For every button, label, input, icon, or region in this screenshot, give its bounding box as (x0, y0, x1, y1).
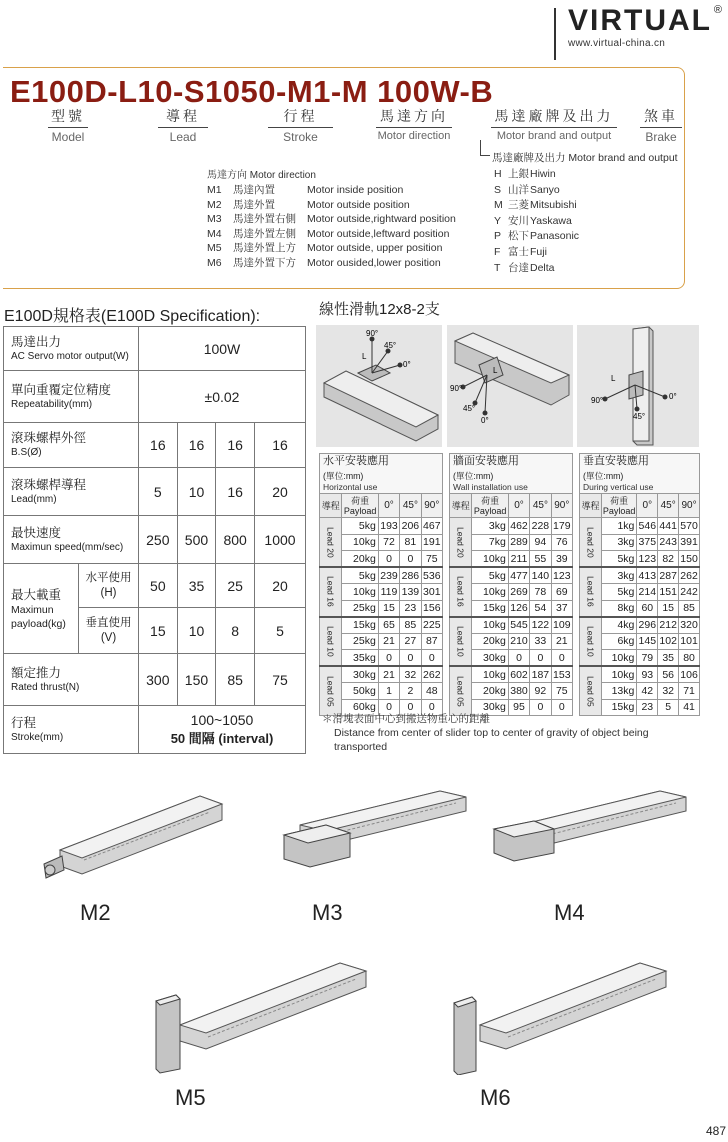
distance-cell: 48 (421, 683, 442, 700)
table-row (320, 567, 443, 584)
table-row (320, 518, 443, 535)
spec-label: 單向重覆定位精度 Repeatability(mm) (4, 371, 139, 423)
header-angle: 90° (679, 494, 700, 518)
spec-value: 25 (216, 564, 255, 608)
distance-cell: 0 (400, 699, 421, 716)
lead-label: Lead 05 (320, 666, 342, 716)
distance-cell: 37 (551, 600, 572, 617)
distance-cell: 441 (658, 518, 679, 535)
table-row (450, 518, 573, 535)
angle-label: 45° (463, 404, 476, 413)
payload-cell: 10kg (472, 666, 508, 683)
distance-cell: 193 (378, 518, 399, 535)
payload-cell: 5kg (472, 567, 508, 584)
payload-cell: 25kg (342, 633, 378, 650)
unit-label: (單位:mm) (583, 471, 624, 481)
distance-cell: 150 (679, 551, 700, 568)
spec-value: 250 (139, 516, 178, 564)
distance-cell: 94 (530, 534, 551, 551)
distance-cell: 119 (378, 584, 399, 601)
lead-label: Lead 20 (580, 518, 602, 568)
spec-value: 85 (216, 654, 255, 706)
spec-value: 20 (254, 468, 305, 516)
label-brake: 煞車 Brake (640, 106, 682, 144)
angle-label: 90° (591, 396, 604, 405)
table-row (580, 617, 700, 634)
lead-label: Lead 10 (580, 617, 602, 667)
table-row (320, 666, 443, 683)
distance-cell: 239 (378, 567, 399, 584)
distance-cell: 54 (530, 600, 551, 617)
spec-value: 5 (254, 608, 305, 654)
spec-value: 16 (254, 423, 305, 468)
payload-table-wall (449, 453, 573, 716)
header-payload: 荷重 Payload (473, 495, 507, 516)
motor-brand-head: 馬達廠牌及出力 Motor brand and output (492, 152, 678, 164)
label-model: 型號 Model (48, 106, 88, 144)
distance-cell: 87 (421, 633, 442, 650)
spec-label: 最快速度 Maximun speed(mm/sec) (4, 516, 139, 564)
distance-cell: 95 (508, 699, 529, 716)
angle-label: 90° (450, 384, 463, 393)
payload-cell: 15kg (472, 600, 508, 617)
distance-cell: 39 (551, 551, 572, 568)
angle-label: 0° (481, 416, 489, 425)
distance-cell: 602 (508, 666, 529, 683)
distance-cell: 301 (421, 584, 442, 601)
header-angle: 90° (551, 494, 572, 518)
motor-direction-item: M4 馬達外置左側 Motor outside,leftward position (207, 227, 450, 240)
distance-cell: 21 (378, 633, 399, 650)
lead-label: Lead 16 (320, 567, 342, 617)
payload-cell: 20kg (342, 551, 378, 568)
registered-mark: ® (713, 4, 722, 16)
distance-cell: 187 (530, 666, 551, 683)
payload-cell: 50kg (342, 683, 378, 700)
angle-label: 0° (403, 360, 411, 369)
wall-mount-diagram (447, 325, 573, 447)
distance-cell: 71 (679, 683, 700, 700)
distance-label: L (493, 366, 498, 375)
model-code: E100D-L10-S1050-M1-M 100W-B (10, 74, 494, 109)
rail-title: 線性滑軌12x8-2支 (319, 301, 440, 318)
payload-cell: 5kg (601, 551, 636, 568)
payload-cell: 15kg (342, 617, 378, 634)
distance-cell: 545 (508, 617, 529, 634)
distance-cell: 0 (378, 699, 399, 716)
distance-cell: 210 (508, 633, 529, 650)
horizontal-mount-diagram (316, 325, 442, 447)
payload-caption: 牆面安裝應用 (單位:mm) Wall installation use (450, 454, 573, 494)
distance-cell: 85 (400, 617, 421, 634)
motor-direction-head: 馬達方向 Motor direction (207, 170, 316, 181)
distance-cell: 375 (637, 534, 658, 551)
vertical-mount-diagram (577, 325, 699, 447)
distance-cell: 242 (679, 584, 700, 601)
distance-cell: 33 (530, 633, 551, 650)
distance-cell: 41 (679, 699, 700, 716)
distance-cell: 81 (400, 534, 421, 551)
lead-label: Lead 10 (320, 617, 342, 667)
header-angle: 45° (400, 494, 421, 518)
distance-cell: 243 (658, 534, 679, 551)
distance-cell: 27 (400, 633, 421, 650)
spec-value: 20 (254, 564, 305, 608)
spec-value: 10 (177, 608, 216, 654)
spec-label: 額定推力 Rated thrust(N) (4, 654, 139, 706)
distance-note (322, 712, 702, 754)
distance-cell: 85 (679, 600, 700, 617)
distance-cell: 106 (679, 666, 700, 683)
distance-cell: 75 (421, 551, 442, 568)
motor-brand-item: M 三菱 Mitsubishi (494, 199, 577, 212)
brand-url: www.virtual-china.cn (568, 38, 666, 49)
distance-cell: 262 (679, 567, 700, 584)
lead-label: Lead 05 (580, 666, 602, 716)
spec-value: 300 (139, 654, 178, 706)
spec-value: 50 (139, 564, 178, 608)
distance-cell: 287 (658, 567, 679, 584)
motor-brand-item: F 富士 Fuji (494, 245, 547, 258)
spec-value: 100~1050 50 間隔 (interval) (139, 706, 306, 754)
payload-cell: 20kg (472, 683, 508, 700)
variant-label-m5: M5 (175, 1085, 206, 1110)
distance-cell: 139 (400, 584, 421, 601)
distance-cell: 211 (508, 551, 529, 568)
distance-cell: 151 (658, 584, 679, 601)
motor-direction-item: M5 馬達外置上方 Motor outside, upper position (207, 242, 443, 254)
distance-cell: 76 (551, 534, 572, 551)
distance-cell: 102 (658, 633, 679, 650)
distance-cell: 23 (637, 699, 658, 716)
distance-cell: 296 (637, 617, 658, 634)
bracket-line (480, 140, 490, 156)
spec-value: ±0.02 (139, 371, 306, 423)
distance-cell: 191 (421, 534, 442, 551)
distance-cell: 0 (508, 650, 529, 667)
payload-cell: 5kg (342, 567, 378, 584)
distance-cell: 462 (508, 518, 529, 535)
header-lead: 導程 (580, 494, 602, 518)
distance-cell: 93 (637, 666, 658, 683)
lead-label: Lead 20 (320, 518, 342, 568)
distance-cell: 269 (508, 584, 529, 601)
spec-value: 15 (139, 608, 178, 654)
payload-cell: 20kg (472, 633, 508, 650)
payload-caption: 水平安裝應用 (單位:mm) Horizontal use (320, 454, 443, 494)
angle-label: 0° (669, 392, 677, 401)
note-en: Distance from center of slider top to center of gravity of object being transported (334, 727, 649, 753)
spec-value: 35 (177, 564, 216, 608)
motor-direction-item: M1 馬達內置 Motor inside position (207, 184, 404, 196)
distance-cell: 79 (637, 650, 658, 667)
unit-label: (單位:mm) (453, 471, 494, 481)
actuator-m5-drawing (150, 955, 370, 1080)
payload-cell: 30kg (472, 699, 508, 716)
spec-sub-label: 垂直使用 (V) (79, 608, 139, 654)
spec-value: 16 (216, 423, 255, 468)
distance-cell: 262 (421, 666, 442, 683)
payload-cell: 10kg (472, 617, 508, 634)
payload-cell: 10kg (472, 584, 508, 601)
distance-cell: 0 (400, 551, 421, 568)
lead-label: Lead 05 (450, 666, 472, 716)
motor-direction-list (207, 166, 456, 270)
distance-cell: 82 (658, 551, 679, 568)
spec-value: 5 (139, 468, 178, 516)
header-lead: 導程 (450, 494, 472, 518)
distance-cell: 0 (421, 650, 442, 667)
payload-caption: 垂直安裝應用 (單位:mm) During vertical use (580, 454, 700, 494)
distance-cell: 15 (378, 600, 399, 617)
distance-cell: 156 (421, 600, 442, 617)
spec-value: 8 (216, 608, 255, 654)
spec-label: 滾珠螺桿外徑 B.S(Ø) (4, 423, 139, 468)
lead-label: Lead 10 (450, 617, 472, 667)
note-zh: ＊滑塊表面中心到搬送物重心的距離 (322, 713, 490, 725)
distance-cell: 289 (508, 534, 529, 551)
header-angle: 90° (421, 494, 442, 518)
motor-direction-item: M2 馬達外置 Motor outside position (207, 198, 410, 211)
distance-cell: 60 (637, 600, 658, 617)
distance-cell: 122 (530, 617, 551, 634)
distance-cell: 78 (530, 584, 551, 601)
distance-cell: 109 (551, 617, 572, 634)
motor-brand-item: T 台達 Delta (494, 261, 555, 274)
distance-cell: 72 (378, 534, 399, 551)
payload-cell: 10kg (472, 551, 508, 568)
distance-cell: 0 (551, 650, 572, 667)
distance-cell: 380 (508, 683, 529, 700)
distance-cell: 32 (400, 666, 421, 683)
distance-cell: 140 (530, 567, 551, 584)
spec-value: 500 (177, 516, 216, 564)
payload-cell: 1kg (601, 518, 636, 535)
distance-label: L (611, 374, 616, 383)
distance-cell: 228 (530, 518, 551, 535)
distance-cell: 56 (658, 666, 679, 683)
distance-cell: 536 (421, 567, 442, 584)
payload-cell: 15kg (601, 699, 636, 716)
table-row (580, 666, 700, 683)
distance-cell: 101 (679, 633, 700, 650)
spec-title: E100D規格表(E100D Specification): (4, 308, 261, 325)
distance-cell: 225 (421, 617, 442, 634)
header-angle: 0° (508, 494, 529, 518)
variant-label-m4: M4 (554, 900, 585, 925)
payload-cell: 10kg (601, 666, 636, 683)
distance-cell: 15 (658, 600, 679, 617)
label-stroke: 行程 Stroke (268, 106, 333, 144)
brand-divider (554, 8, 556, 60)
label-lead: 導程 Lead (158, 106, 208, 144)
payload-cell: 3kg (601, 534, 636, 551)
brand-logo (568, 4, 722, 49)
table-row (320, 617, 443, 634)
distance-cell: 35 (658, 650, 679, 667)
spec-label: 馬達出力 AC Servo motor output(W) (4, 327, 139, 371)
variant-label-m2: M2 (80, 900, 111, 925)
payload-cell: 35kg (342, 650, 378, 667)
angle-label: 45° (633, 412, 646, 421)
distance-cell: 214 (637, 584, 658, 601)
distance-cell: 123 (551, 567, 572, 584)
table-row (450, 617, 573, 634)
spec-value: 16 (177, 423, 216, 468)
payload-cell: 10kg (601, 650, 636, 667)
lead-label: Lead 20 (450, 518, 472, 568)
payload-table-vertical (579, 453, 700, 716)
payload-cell: 3kg (472, 518, 508, 535)
header-payload: 荷重 Payload (343, 495, 377, 516)
distance-cell: 0 (378, 551, 399, 568)
distance-cell: 570 (679, 518, 700, 535)
distance-cell: 0 (530, 699, 551, 716)
spec-label: 最大載重 Maximun payload(kg) (4, 564, 79, 654)
payload-cell: 6kg (601, 633, 636, 650)
header-lead: 導程 (320, 494, 342, 518)
payload-cell: 30kg (472, 650, 508, 667)
distance-cell: 179 (551, 518, 572, 535)
distance-cell: 320 (679, 617, 700, 634)
motor-brand-item: S 山洋 Sanyo (494, 183, 560, 196)
distance-cell: 206 (400, 518, 421, 535)
lead-label: Lead 16 (450, 567, 472, 617)
payload-table-horizontal (319, 453, 443, 716)
distance-cell: 153 (551, 666, 572, 683)
variant-label-m6: M6 (480, 1085, 511, 1110)
distance-cell: 0 (400, 650, 421, 667)
spec-value: 16 (216, 468, 255, 516)
payload-cell: 10kg (342, 584, 378, 601)
page-number: 487 (705, 1124, 726, 1138)
motor-direction-item: M6 馬達外置下方 Motor ousided,lower position (207, 256, 441, 269)
header-angle: 0° (637, 494, 658, 518)
distance-cell: 0 (421, 699, 442, 716)
label-motor-direction: 馬達方向 Motor direction (377, 108, 451, 142)
lead-label: Lead 16 (580, 567, 602, 617)
payload-cell: 10kg (342, 534, 378, 551)
payload-cell: 30kg (342, 666, 378, 683)
distance-cell: 75 (551, 683, 572, 700)
distance-cell: 2 (400, 683, 421, 700)
table-row (450, 666, 573, 683)
distance-cell: 23 (400, 600, 421, 617)
distance-cell: 391 (679, 534, 700, 551)
distance-cell: 126 (508, 600, 529, 617)
distance-cell: 92 (530, 683, 551, 700)
spec-value: 1000 (254, 516, 305, 564)
spec-value: 75 (254, 654, 305, 706)
variant-label-m3: M3 (312, 900, 343, 925)
payload-cell: 5kg (601, 584, 636, 601)
distance-cell: 21 (378, 666, 399, 683)
actuator-m4-drawing (490, 785, 690, 890)
payload-cell: 60kg (342, 699, 378, 716)
table-row (580, 567, 700, 584)
spec-sub-label: 水平使用 (H) (79, 564, 139, 608)
motor-brand-item: Y 安川 Yaskawa (494, 214, 572, 227)
motor-brand-item: P 松下 Panasonic (494, 230, 580, 243)
payload-cell: 25kg (342, 600, 378, 617)
distance-cell: 5 (658, 699, 679, 716)
distance-cell: 477 (508, 567, 529, 584)
spec-table (3, 326, 306, 754)
spec-label: 行程 Stroke(mm) (4, 706, 139, 754)
header-angle: 45° (658, 494, 679, 518)
distance-cell: 467 (421, 518, 442, 535)
distance-cell: 80 (679, 650, 700, 667)
distance-cell: 123 (637, 551, 658, 568)
header-angle: 0° (378, 494, 399, 518)
payload-cell: 4kg (601, 617, 636, 634)
motor-brand-item: H 上銀 Hiwin (494, 168, 556, 180)
actuator-m2-drawing (40, 790, 230, 895)
distance-cell: 55 (530, 551, 551, 568)
payload-cell: 7kg (472, 534, 508, 551)
distance-cell: 32 (658, 683, 679, 700)
distance-cell: 0 (378, 650, 399, 667)
distance-cell: 0 (530, 650, 551, 667)
distance-cell: 413 (637, 567, 658, 584)
distance-cell: 1 (378, 683, 399, 700)
unit-label: (單位:mm) (323, 471, 364, 481)
actuator-m6-drawing (450, 955, 670, 1080)
distance-cell: 286 (400, 567, 421, 584)
distance-cell: 145 (637, 633, 658, 650)
header-angle: 45° (530, 494, 551, 518)
table-row (580, 518, 700, 535)
angle-label: 45° (384, 341, 397, 350)
brand-name: VIRTUAL (568, 4, 712, 37)
distance-cell: 212 (658, 617, 679, 634)
distance-cell: 65 (378, 617, 399, 634)
spec-value: 150 (177, 654, 216, 706)
actuator-m3-drawing (270, 785, 470, 890)
spec-value: 10 (177, 468, 216, 516)
spec-value: 800 (216, 516, 255, 564)
payload-cell: 5kg (342, 518, 378, 535)
payload-cell: 13kg (601, 683, 636, 700)
distance-label: L (362, 352, 367, 361)
payload-cell: 8kg (601, 600, 636, 617)
distance-cell: 21 (551, 633, 572, 650)
spec-value: 100W (139, 327, 306, 371)
spec-label: 滾珠螺桿導程 Lead(mm) (4, 468, 139, 516)
distance-cell: 546 (637, 518, 658, 535)
distance-cell: 42 (637, 683, 658, 700)
distance-cell: 69 (551, 584, 572, 601)
spec-value: 16 (139, 423, 178, 468)
distance-cell: 0 (551, 699, 572, 716)
table-row (450, 567, 573, 584)
payload-cell: 3kg (601, 567, 636, 584)
motor-direction-item: M3 馬達外置右側 Motor outside,rightward position (207, 213, 456, 225)
angle-label: 90° (366, 329, 379, 338)
header-payload: 荷重 Payload (602, 495, 636, 516)
label-motor-brand: 馬達廠牌及出力 Motor brand and output (491, 106, 617, 142)
